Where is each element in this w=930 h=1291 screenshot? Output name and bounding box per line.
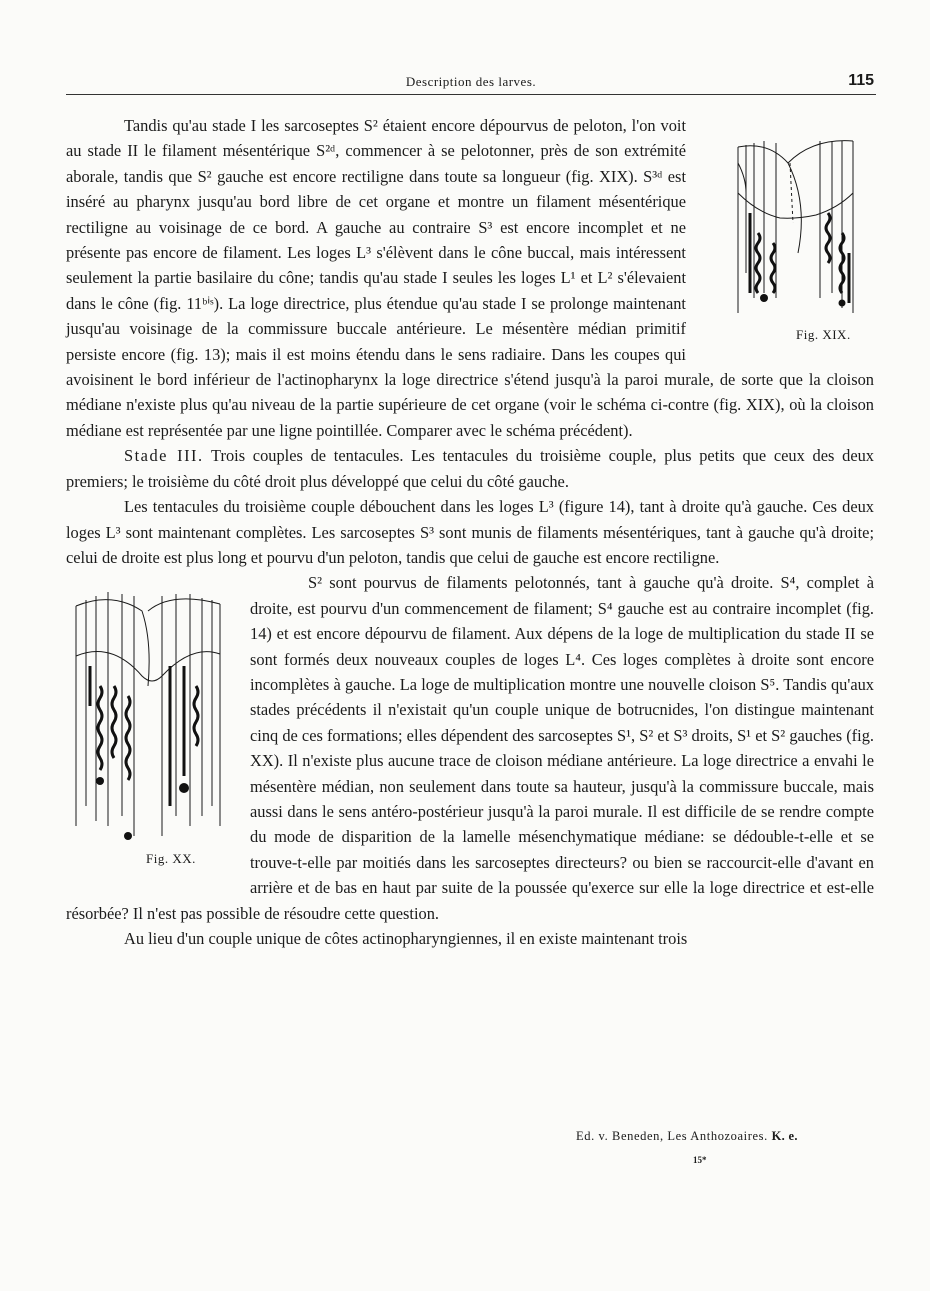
paragraph-1-text: Tandis qu'au stade I les sarcoseptes S² étaient encore dépourvus de peloton, l'on voit au stade II le filament mésentérique S²ᵈ, commencer à se pelotonner, près de son extrémité aborale, tandis que S² gauche est encore rectiligne dans toute sa longueur (fig. XIX). S³ᵈ est inséré au pharynx jusqu'au bord libre de cet organe et montre un filament mésentérique rectiligne au voisinage de ce bord. A gauche au contraire S³ est encore incomplet et ne présente pas encore de filament. Les loges L³ s'élèvent dans le cône buccal, mais intéressent seulement la partie basilaire du cône; tandis qu'au stade I seules les loges L¹ et L² s'élevaient dans le cône (fig. 11ᵇⁱˢ). La loge directrice, plus étendue qu'au stade I se prolonge maintenant jusqu'au voisinage de la commissure buccale antérieure. Le mésentère médian primitif persiste encore (fig. 13); mais il est moins étendu dans le sens radiaire. Dans les coupes qui avoisinent le bord inférieur de l'actinopharynx la loge directrice s'étend jusqu'à la paroi murale, de sorte que la cloison médiane n'existe plus qu'au niveau de la partie supérieure de cet organe (voir le schéma ci-contre (fig. XIX), où la cloison médiane est représentée par une ligne pointillée. Comparer avec le schéma précédent). bbox=[66, 116, 874, 440]
paragraph-5: Au lieu d'un couple unique de côtes actinopharyngiennes, il en existe maintenant trois bbox=[124, 929, 688, 948]
paragraph-4 bbox=[66, 570, 874, 926]
figure-xx bbox=[52, 576, 238, 876]
running-head: Description des larves. bbox=[405, 74, 537, 89]
paragraph-2 bbox=[66, 443, 874, 494]
figure-xix bbox=[698, 123, 878, 355]
paragraph-1 bbox=[66, 113, 874, 443]
figure-xix-diagram bbox=[698, 123, 878, 328]
paragraph-4-text: S² sont pourvus de filaments pelotonnés, tant à gauche qu'à droite. S⁴, complet à droite, est pourvu d'un commencement de filament; S⁴ gauche est au contraire incomplet (fig. 14) et est encore dépourvu de filament. Aux dépens de la loge de multiplication du stade II se sont formés deux nouveaux couples de loges L⁴. Ces loges complètes à droite sont encore incomplètes à gauche. La loge de multiplication montre une nouvelle cloison S⁵. Tandis qu'aux stades précédents il n'existait qu'un couple unique de botrucnides, l'on distingue maintenant cinq de ces formations; elles dépendent des sarcoseptes S¹, S² et S³ droits, S¹ et S² gauches (fig. XX). Il n'existe plus aucune trace de cloison médiane antérieure. La loge directrice a envahi le mésentère médian, non seulement dans toute sa hauteur, jusqu'à la commissure buccale, mais aussi dans le sens antéro-postérieur jusqu'à la paroi murale. Il est difficile de se rendre compte du mode de disparition de la lamelle mésenchymatique médiane: se dédouble-t-elle et se trouve-t-elle par moitiés dans les sarcoseptes directeurs? ou bien se raccourcit-elle d'avant en arrière et de bas en haut par suite de la poussée qu'exerce sur elle la loge directrice et est-elle résorbée? Il n'est pas possible de résoudre cette question. bbox=[66, 573, 874, 923]
figure-xix-caption: Fig. XIX. bbox=[796, 327, 851, 342]
paragraph-3: Les tentacules du troisième couple débouchent dans les loges L³ (figure 14), tant à droite qu'à gauche. Ces deux loges L³ sont maintenant complètes. Les sarcoseptes S³ sont munis de filaments mésentériques, tant à gauche qu'à droite; celui de droite est plus long et pourvu d'un peloton, tandis que celui de gauche est encore rectiligne. bbox=[66, 497, 874, 567]
figure-xx-caption: Fig. XX. bbox=[146, 851, 196, 867]
page-header bbox=[66, 74, 876, 96]
signature-mark: 15* bbox=[693, 1155, 707, 1165]
header-rule bbox=[66, 94, 876, 95]
figure-xx-diagram bbox=[52, 576, 238, 852]
paragraph-2-text: Trois couples de tentacules. Les tentacules du troisième couple, plus petits que ceux des deux premiers; le troisième du côté droit plus développé que celui du côté gauche. bbox=[66, 446, 874, 491]
citation-text: Ed. v. Beneden, Les Anthozoaires. bbox=[576, 1129, 768, 1143]
page-number: 115 bbox=[848, 72, 874, 89]
stage-label: Stade III. bbox=[124, 446, 204, 466]
footer-citation bbox=[576, 1129, 798, 1144]
citation-mark: K. e. bbox=[771, 1129, 798, 1143]
body-text bbox=[66, 113, 874, 951]
